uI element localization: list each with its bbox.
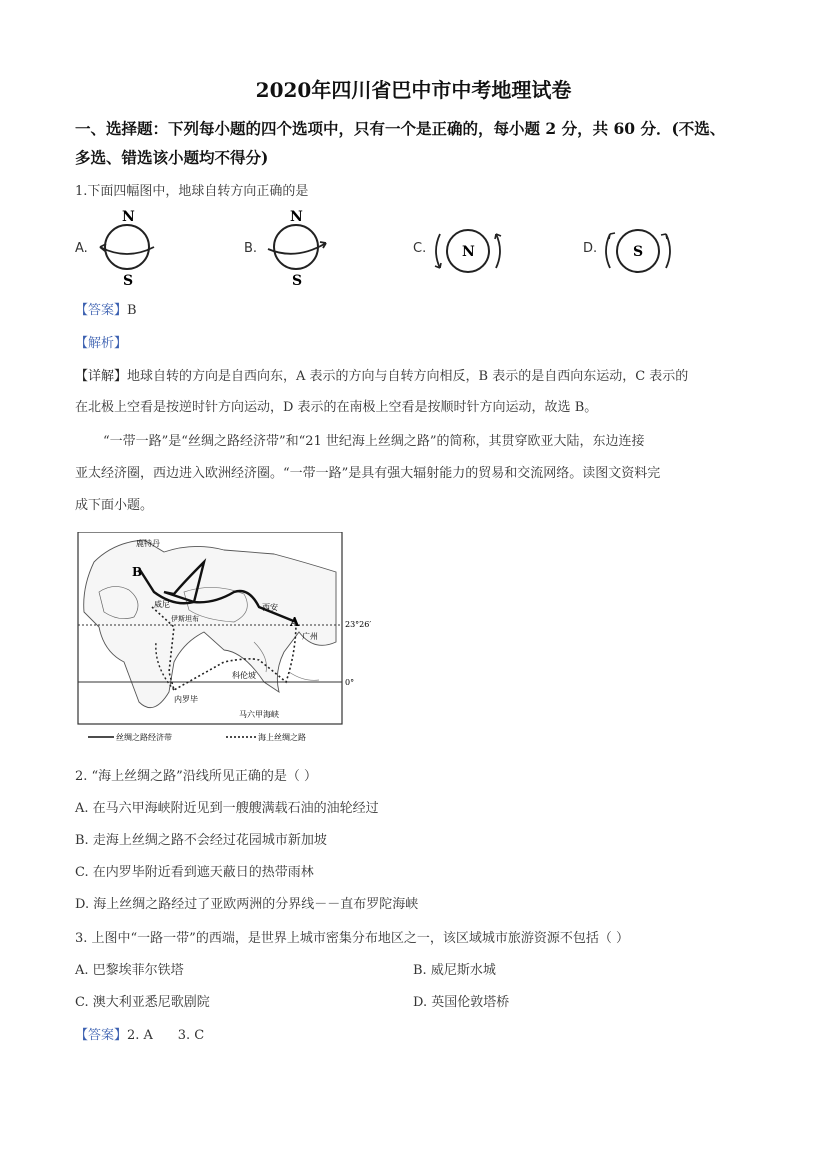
map-label-rotterdam: 鹿特丹 <box>136 539 160 548</box>
q2-option-d: D. 海上丝绸之路经过了亚欧两洲的分界线－－直布罗陀海峡 <box>75 897 419 912</box>
map-label-equator: 0° <box>345 678 355 687</box>
detail-tag: 【详解】 <box>75 369 128 384</box>
map-label-b: B <box>132 565 143 579</box>
page-title: 2020年四川省巴中市中考地理试卷 <box>255 78 572 102</box>
q3-option-d: D. 英国伦敦塔桥 <box>413 995 510 1010</box>
detail-line2: 在北极上空看是按逆时针方向运动，D 表示的在南极上空看是按顺时针方向运动，故选 B。 <box>75 400 598 415</box>
section-heading-line2: 多选、错选该小题均不得分) <box>75 148 269 167</box>
q3-option-a: A. 巴黎埃菲尔铁塔 <box>75 963 184 978</box>
q2-q3-answer <box>75 1024 204 1043</box>
globe-a-south: S <box>123 273 134 289</box>
detail-line1 <box>75 365 688 384</box>
belt-road-map <box>74 532 374 746</box>
map-label-colombo: 科伦坡 <box>232 671 256 680</box>
q1-option-c-label: C. <box>413 241 427 256</box>
q1-stem: 1.下面四幅图中，地球自转方向正确的是 <box>75 184 309 199</box>
polar-view-d-figure <box>598 222 678 280</box>
section-heading-line1: 一、选择题：下列每小题的四个选项中，只有一个是正确的，每小题 2 分，共 60 分．(不选、 <box>75 119 726 138</box>
answer2-value: 2. A 3. C <box>127 1028 205 1043</box>
map-label-malacca: 马六甲海峡 <box>239 710 279 719</box>
q3-option-c: C. 澳大利亚悉尼歌剧院 <box>75 995 210 1010</box>
legend-sea-label: 海上丝绸之路 <box>258 733 306 742</box>
answer-tag: 【答案】 <box>75 303 128 318</box>
globe-b-figure <box>262 205 336 289</box>
answer-value: B <box>127 303 137 318</box>
map-label-istanbul: 伊斯坦布 <box>171 615 199 623</box>
passage-line1: “一带一路”是“丝绸之路经济带”和“21 世纪海上丝绸之路”的简称，其贯穿欧亚大陆，东边连接 <box>103 434 645 449</box>
q1-answer <box>75 299 137 318</box>
q2-option-a: A. 在马六甲海峡附近见到一艘艘满载石油的油轮经过 <box>75 801 379 816</box>
legend-land-label: 丝绸之路经济带 <box>116 733 172 742</box>
map-label-tropic: 23°26′ <box>345 620 372 629</box>
map-label-venice: 威尼 <box>154 600 170 609</box>
q2-option-c: C. 在内罗毕附近看到遮天蔽日的热带雨林 <box>75 865 314 880</box>
map-label-guangzhou: 广州 <box>302 632 318 641</box>
q3-option-b: B. 威尼斯水城 <box>413 963 496 978</box>
passage-line3: 成下面小题。 <box>75 498 154 513</box>
globe-a-figure <box>92 205 162 289</box>
q3-stem: 3. 上图中“一路一带”的西端，是世界上城市密集分布地区之一，该区域城市旅游资源不包括（ ） <box>75 931 629 946</box>
analysis-tag: 【解析】 <box>75 336 128 351</box>
globe-b-south: S <box>292 273 303 289</box>
q1-option-a-label: A. <box>75 241 88 256</box>
passage-line2: 亚太经济圈，西边进入欧洲经济圈。“一带一路”是具有强大辐射能力的贸易和交流网络。读图文资料完 <box>75 466 661 481</box>
polar-c-center: N <box>462 244 475 260</box>
q1-option-d-label: D. <box>583 241 598 256</box>
answer2-tag: 【答案】 <box>75 1028 128 1043</box>
map-label-a: A <box>290 615 300 629</box>
q2-option-b: B. 走海上丝绸之路不会经过花园城市新加坡 <box>75 833 327 848</box>
map-label-xian: 西安 <box>262 603 278 612</box>
globe-b-north: N <box>290 209 303 225</box>
q2-stem: 2. “海上丝绸之路”沿线所见正确的是（ ） <box>75 769 317 784</box>
polar-d-center: S <box>633 244 644 260</box>
map-label-nairobi: 内罗毕 <box>174 695 198 704</box>
globe-a-north: N <box>122 209 135 225</box>
detail-text1: 地球自转的方向是自西向东，A 表示的方向与自转方向相反，B 表示的是自西向东运动，C 表示的 <box>127 369 689 384</box>
q1-option-b-label: B. <box>244 241 258 256</box>
polar-view-c-figure <box>428 222 508 280</box>
